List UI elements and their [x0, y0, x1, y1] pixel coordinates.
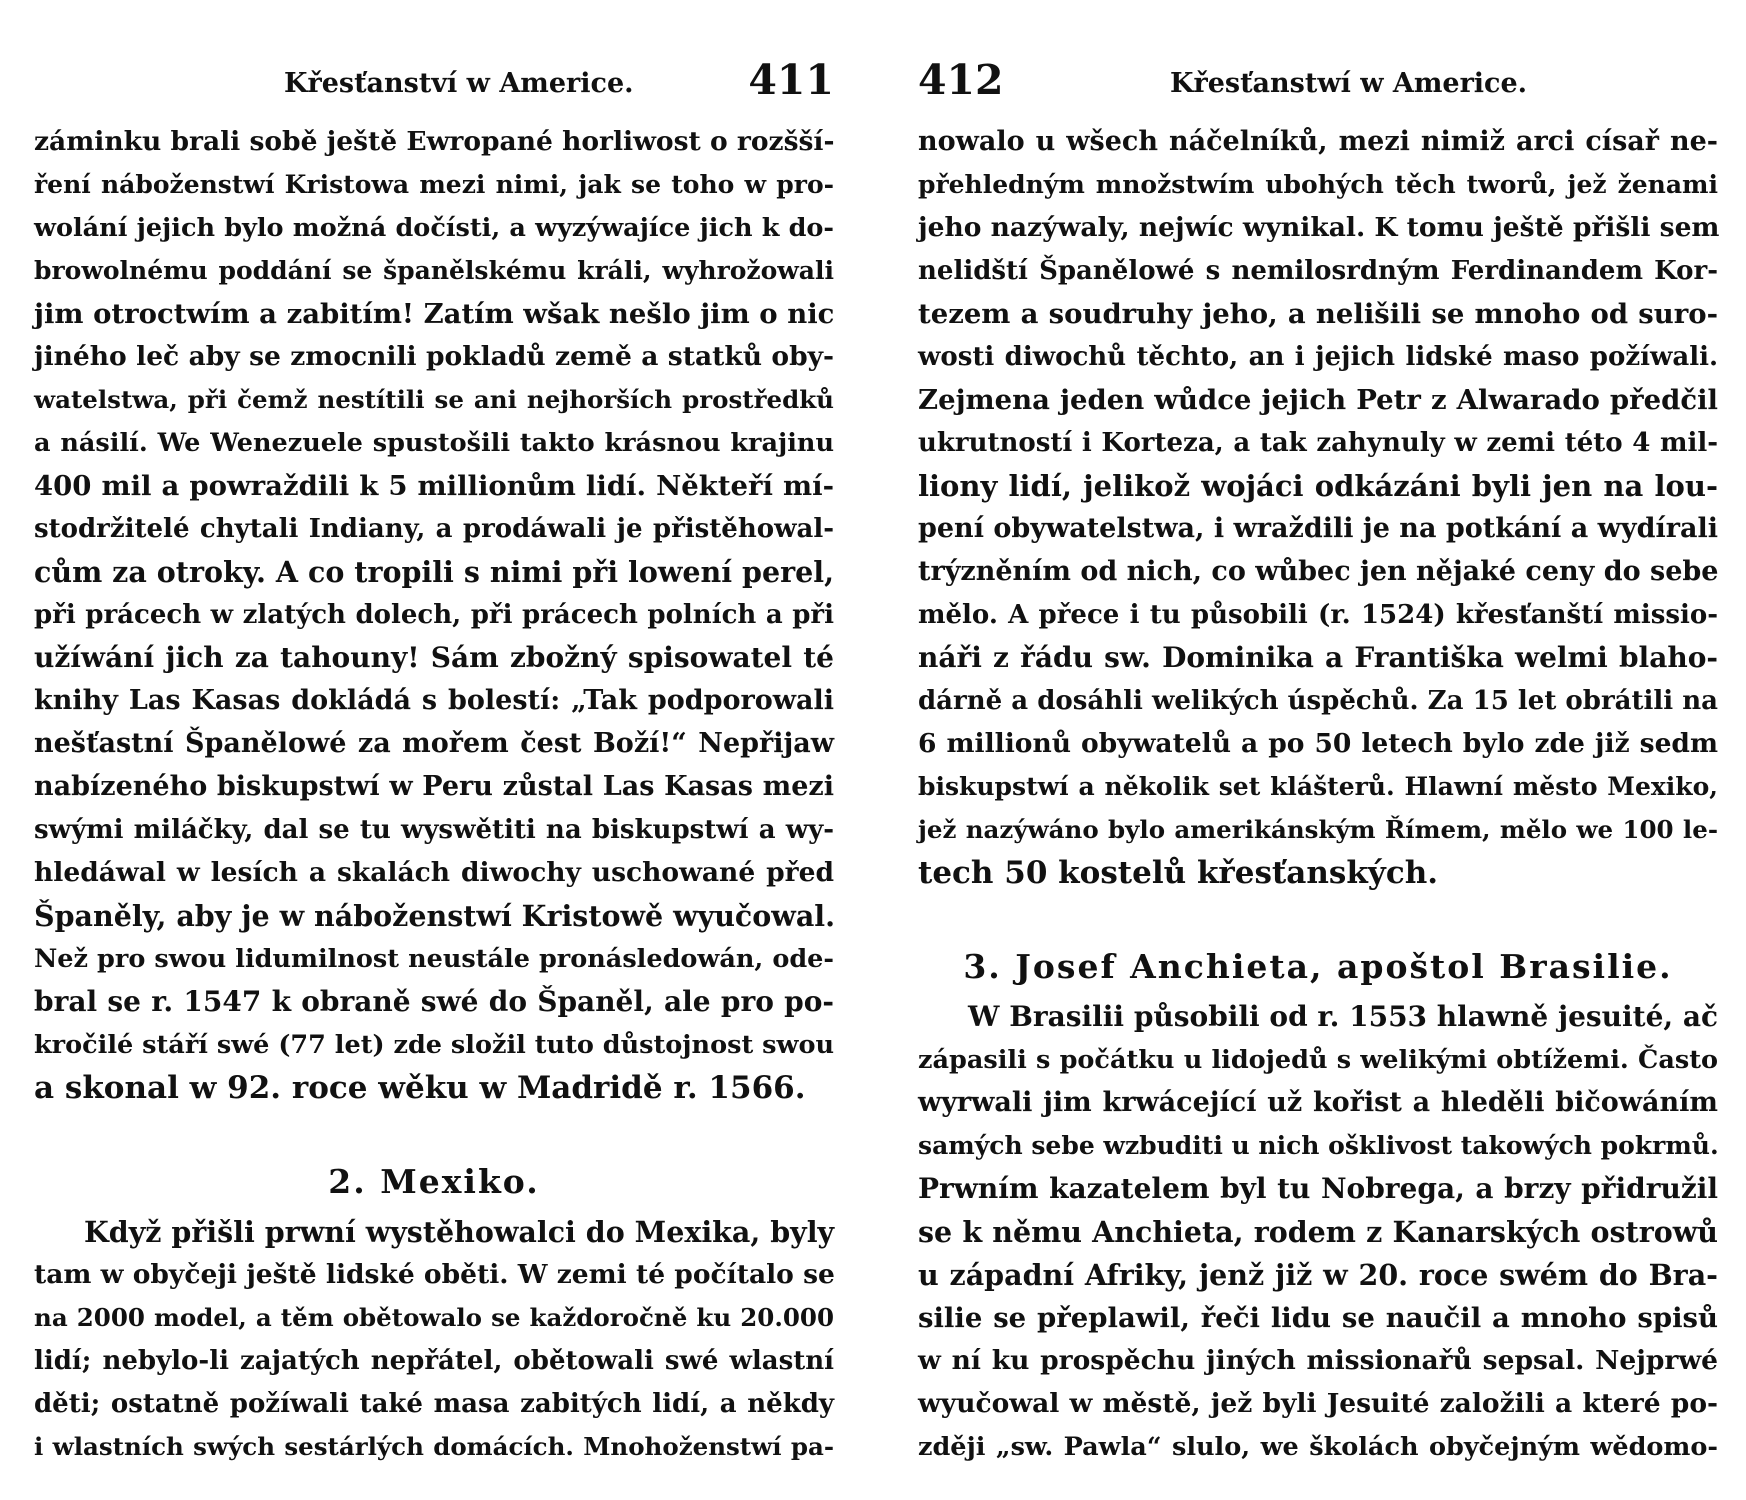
- text-line: kročilé stáří swé (77 let) zde složil tuto důstojnost swou: [34, 1030, 834, 1060]
- text-line: a skonal w 92. roce wěku w Madridě r. 1566.: [34, 1070, 806, 1106]
- text-line: Španěly, aby je w náboženstwí Kristowě wyučowal.: [34, 899, 836, 933]
- text-line: wosti diwochů těchto, an i jejich lidské maso požíwali.: [918, 342, 1718, 372]
- text-line: u západní Afriky, jenž již w 20. roce swém do Bra-: [918, 1258, 1718, 1292]
- text-line: 6 millionů obywatelů a po 50 letech bylo zde již sedm: [918, 728, 1718, 759]
- text-line: děti; ostatně požíwali také masa zabitých lidí, a někdy: [34, 1389, 834, 1419]
- text-line: mělo. A přece i tu působili (r. 1524) křesťanští missio-: [918, 600, 1718, 630]
- text-line: w ní ku prospěchu jiných missionařů sepsal. Nejprwé: [918, 1345, 1718, 1376]
- text-line: při prácech w zlatých dolech, při prácech polních a při: [34, 600, 834, 630]
- running-title: Křesťanstwí w Americe.: [1170, 68, 1528, 99]
- text-line: samých sebe wzbuditi u nich ošklivost takowých pokrmů.: [918, 1131, 1719, 1160]
- text-line: wolání jejich bylo možná dočísti, a wyzýwajíce jich k do-: [34, 213, 834, 243]
- text-line: 400 mil a powraždili k 5 millionům lidí. Někteří mí-: [34, 470, 834, 502]
- text-line: wyučowal w městě, jež byli Jesuité založili a které po-: [918, 1388, 1718, 1419]
- text-line: Zejmena jeden wůdce jejich Petr z Alwarado předčil: [918, 384, 1718, 416]
- text-line: ukrutností i Korteza, a tak zahynuly w zemi této 4 mil-: [918, 428, 1718, 458]
- text-line: a násilí. We Wenezuele spustošili takto krásnou krajinu: [34, 428, 834, 458]
- text-line: tezem a soudruhy jeho, a nelišili se mnoho od suro-: [918, 298, 1718, 330]
- text-line: užíwání jich za tahouny! Sám zbožný spisowatel té: [34, 641, 834, 674]
- section-heading: 2. Mexiko.: [328, 1162, 540, 1201]
- text-line: swými miláčky, dal se tu wyswětiti na biskupstwí a wy-: [34, 815, 834, 845]
- text-line: nešťastní Španělowé za mořem čest Boží!“ Nepřijaw: [34, 728, 834, 759]
- text-line: browolnému poddání se španělskému králi, wyhrožowali: [34, 256, 834, 285]
- text-line: ření náboženstwí Kristowa mezi nimi, jak se toho w pro-: [34, 170, 834, 199]
- right-page: [918, 0, 1718, 1500]
- text-line: přehledným množstwím ubohých těch tworů, jež ženami: [918, 170, 1718, 199]
- text-line: W Brasilii působili od r. 1553 hlawně jesuité, ač: [968, 1000, 1719, 1033]
- text-line: hledáwal w lesích a skalách diwochy uschowané před: [34, 857, 834, 888]
- text-line: trýzněním od nich, co wůbec jen nějaké ceny do sebe: [918, 556, 1719, 587]
- text-line: nabízeného biskupstwí w Peru zůstal Las Kasas mezi: [34, 771, 834, 802]
- text-line: na 2000 model, a těm obětowalo se každoročně ku 20.000: [34, 1303, 834, 1332]
- left-page-header: [34, 56, 834, 116]
- text-line: pení obywatelstwa, i wraždili je na potkání a wydírali: [918, 513, 1718, 544]
- text-line: jeho nazýwaly, nejwíc wynikal. K tomu ještě přišli sem: [918, 212, 1720, 243]
- text-line: nelidští Španělowé s nemilosrdným Ferdinandem Kor-: [918, 256, 1718, 286]
- text-line: wyrwali jim krwácející už kořist a hleděli bičowáním: [918, 1087, 1718, 1118]
- running-title: Křesťanství w Americe.: [284, 68, 634, 99]
- text-line: lidí; nebylo-li zajatých nepřátel, obětowali swé wlastní: [34, 1346, 834, 1376]
- text-line: i wlastních swých sestárlých domácích. Mnohoženstwí pa-: [34, 1432, 834, 1461]
- text-line: se k němu Anchieta, rodem z Kanarských ostrowů: [918, 1215, 1718, 1249]
- text-line: stodržitelé chytali Indiany, a prodáwali je přistěhowal-: [34, 514, 834, 544]
- page-number: 412: [918, 56, 1004, 104]
- text-line: tech 50 kostelů křesťanských.: [918, 855, 1439, 891]
- text-line: zději „sw. Pawla“ slulo, we školách obyčejným wědomo-: [918, 1432, 1718, 1462]
- text-line: zápasili s počátku u lidojedů s welikými obtížemi. Často: [918, 1045, 1718, 1075]
- text-line: Než pro swou lidumilnost neustále pronásledowán, ode-: [34, 944, 834, 974]
- text-line: jiného leč aby se zmocnili pokladů země a statků oby-: [34, 341, 834, 372]
- text-line: knihy Las Kasas dokládá s bolestí: „Tak podporowali: [34, 685, 834, 716]
- text-line: liony lidí, jelikož wojáci odkázáni byli jen na lou-: [918, 469, 1718, 503]
- text-line: dárně a dosáhli welikých úspěchů. Za 15 let obrátili na: [918, 686, 1718, 716]
- text-line: silie se přeplawil, řeči lidu se naučil a mnoho spisů: [918, 1302, 1718, 1334]
- text-line: bral se r. 1547 k obraně swé do Španěl, ale pro po-: [34, 985, 834, 1018]
- text-line: záminku brali sobě ještě Ewropané horliwost o rozšší-: [34, 126, 835, 157]
- text-line: cům za otroky. A co tropili s nimi při lowení perel,: [34, 555, 834, 589]
- left-page: [34, 0, 834, 1500]
- text-line: watelstwa, při čemž nestítili se ani nejhorších prostředků: [34, 385, 834, 414]
- text-line: biskupstwí a několik set klášterů. Hlawní město Mexiko,: [918, 772, 1718, 801]
- page-number: 411: [748, 56, 834, 104]
- right-page-header: [918, 56, 1718, 116]
- section-heading: 3. Josef Anchieta, apoštol Brasilie.: [963, 947, 1673, 986]
- text-line: Když přišli prwní wystěhowalci do Mexika, byly: [84, 1215, 835, 1249]
- text-line: náři z řádu sw. Dominika a Františka welmi blaho-: [918, 641, 1718, 674]
- text-line: jim otroctwím a zabitím! Zatím wšak nešlo jim o nic: [34, 298, 835, 330]
- text-line: tam w obyčeji ještě lidské oběti. W zemi té počítalo se: [34, 1259, 835, 1290]
- text-line: Prwním kazatelem byl tu Nobrega, a brzy přidružil: [918, 1172, 1718, 1205]
- text-line: nowalo u wšech náčelníků, mezi nimiž arci císař ne-: [918, 126, 1718, 157]
- text-line: jež nazýwáno bylo amerikánským Římem, mělo we 100 le-: [918, 815, 1718, 844]
